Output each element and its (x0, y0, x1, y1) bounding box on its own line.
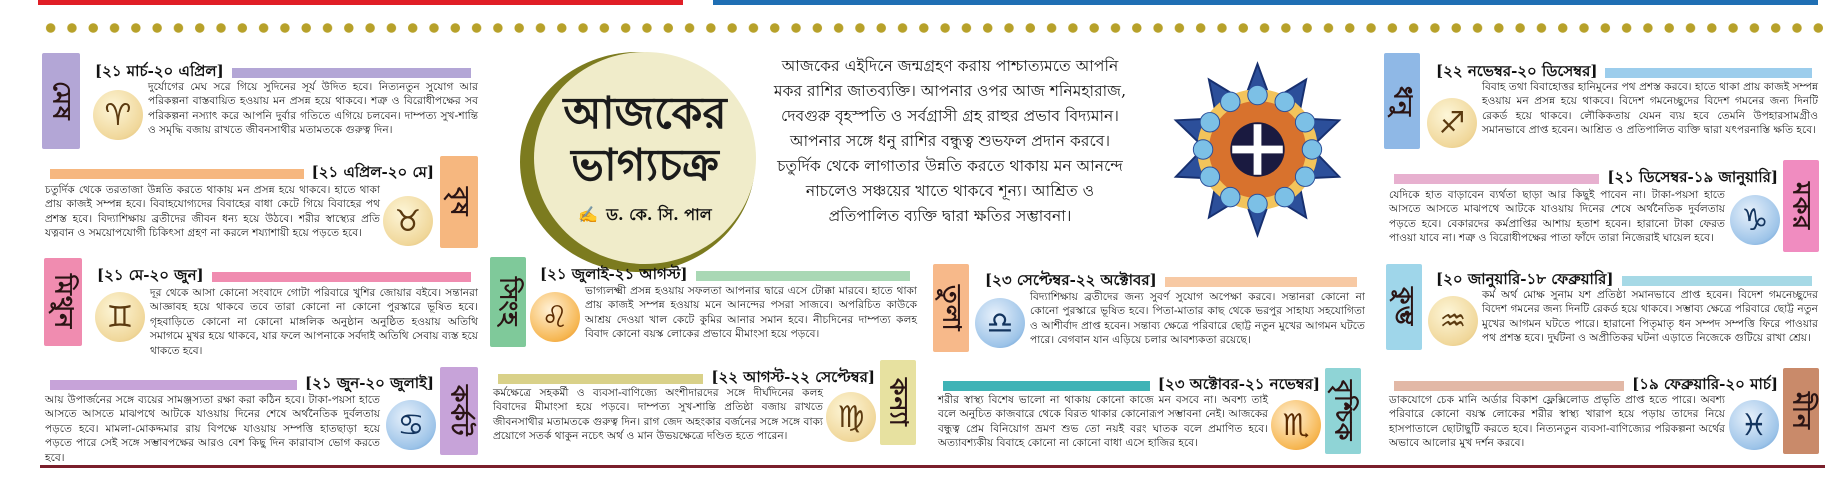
header-bar (943, 381, 1150, 391)
taurus-icon: ♉ (383, 196, 433, 246)
header-bar (50, 380, 297, 390)
header-bar (498, 374, 703, 384)
date-range: [২২ নভেম্বর-২০ ডিসেম্বর] (1436, 62, 1598, 80)
author-byline (578, 202, 711, 229)
sign-name-tab: বৃশ্চিক (1325, 368, 1361, 454)
header-bar (1622, 276, 1812, 286)
header-bar (1605, 68, 1812, 78)
sign-name-tab: বৃষ (440, 156, 478, 248)
date-range: [২৩ সেপ্টেম্বর-২২ অক্টোবর] (985, 271, 1157, 289)
horoscope-text: বিদ্যাশিক্ষায় ব্রতীদের জন্য সুবর্ণ সুযোগ অপেক্ষা করবে। সন্তানরা কোনো না কোনো পুরস্কারে ভূষিত হবে। পিতা-মাতার কাছ থেকে ভরপুর সাহায্য সহযোগিতা ও আশীর্বাদ প্রাপ্ত হবেন। সন্তাব্য ক্ষেত্রে পরিবারে ছোট্ট নতুন মুখের আগমন ঘটতে পারে। বেগবান যান এড়িয়ে চলার আবশ্যকতা রয়েছে। (1030, 291, 1365, 347)
cancer-icon: ♋ (386, 400, 436, 450)
date-range: [২০ জানুয়ারি-১৮ ফেব্রুয়ারি] (1436, 270, 1614, 288)
horoscope-text: দুর্যোগের মেঘ সরে গিয়ে সুদিনের সূর্য উদিত হবে। নিত্যনতুন সুযোগ আর পরিকল্পনা বাস্তবায়িত হওয়ায় মন প্রসন্ন হয়ে থাকবে। শত্রু ও বিরোধীপক্ষের সব পরিকল্পনা নস্যাৎ করে আপনি দুর্বার গতিতে এগিয়ে চলবেন। দাম্পত্য সুখ-শান্তি ও সমৃদ্ধি বজায় রাখতে জীবনসাথীর মতামতকে গুরুত্ব দিন। (148, 81, 478, 137)
horoscope-text: চতুর্দিক থেকে তরতাজা উন্নতি করতে থাকায় মন প্রসন্ন হয়ে থাকবে। হাতে থাকা প্রায় কাজই সম্পন্ন হবে। বিবাহযোগ্যদের বিবাহের বাধা কেটে গিয়ে বিবাহের পথ প্রশস্ত হবে। বিদ্যাশিক্ষায় ব্রতীদের জীবন ধন্য হয়ে উঠবে। শরীর স্বাস্থ্যের প্রতি যত্নবান ও সময়োপযোগী চিকিৎসা গ্রহণ না করলে শয্যাশায়ী হয়ে পড়তে হবে। (45, 184, 380, 240)
page-title-line2: ভাগ্যচক্র (571, 139, 719, 191)
scorpio-icon: ♏ (1271, 400, 1321, 450)
horoscope-text: যেদিকে হাত বাড়াবেন ব্যর্থতা ছাড়া আর কিছুই পাবেন না। টাকা-পয়সা হাতে আসতে আসতে মাঝপথে আটকে যাওয়ায় দিনের শেষে অর্থনৈতিক দুর্বলতায় পড়তে হবে। বেকারদের কর্মপ্রাপ্তির আশায় হতাশ হবেন। হারানো টাকা ফেরত পাওয়া যাবে না। শত্রু ও বিরোধীপক্ষের পাতা ফাঁদে তারা নিজেরাই ঘায়েল হবে। (1389, 189, 1725, 245)
horoscope-text: বিবাহ তথা বিবাহোত্তর হানিমুনের পথ প্রশস্ত করবে। হাতে থাকা প্রায় কাজই সম্পন্ন হওয়ায় মন প্রসন্ন হয়ে থাকবে। বিদেশ গমনেচ্ছুদের বিদেশ গমনের জন্য দিনটি রেকর্ড হয়ে থাকবে। লৌকিকতায় যেমন ব্যয় হবে তেমনি উপহারসামগ্রীও সমানভাবে প্রাপ্ত হবেন। আশ্রিত ও প্রতিপালিত ব্যক্তি দ্বারা যৎপরনাস্তি ক্ষতি হবে। (1482, 81, 1818, 137)
dotted-border (40, 22, 1825, 34)
date-range: [২১ জুলাই-২১ আগস্ট] (540, 265, 688, 283)
capricorn-icon: ♑ (1730, 195, 1780, 245)
horoscope-text: দূর থেকে আসা কোনো সংবাদে গোটা পরিবারে খুশির জোয়ার বইবে। সন্তানরা আজ্ঞাবহ হয়ে থাকবে তবে তারা কোনো না কোনো পুরস্কারে ভূষিত হবে। গৃহবাড়িতে কোনো না কোনো মাঙ্গলিক অনুষ্ঠান অনুষ্ঠিত হওয়ায় অতিথি সমাগমে মুখর হয়ে থাকবে, যার ফলে আপনাকে সর্বদাই অতিথি সেবায় ব্যস্ত হয়ে থাকতে হবে। (150, 287, 478, 357)
sign-name-tab: কন্যা (880, 360, 916, 445)
horoscope-text: শরীর স্বাস্থ্য বিশেষ ভালো না থাকায় কোনো কাজে মন বসবে না। অবশ্য তাই বলে অনুচিত কাজবারে থেকে বিরত থাকার কোনোরূপ সম্ভাবনা নেই। আজকের বন্ধুত্ব প্রেম বিনিয়োগ ভ্রমণ শুভ তো নয়ই বরং ঘাতক বলে প্রমাণিত হবে। অত্যাবশ্যকীয় বিবাহে কোনো না কোনো বাধা এসে হাজির হবে। (938, 394, 1268, 450)
sign-name-tab: কুম্ভ (1386, 264, 1422, 350)
sagittarius-icon: ♐ (1427, 98, 1477, 148)
sign-name-tab: মেষ (42, 53, 80, 149)
date-range: [২১ জুন-২০ জুলাই] (305, 374, 434, 392)
aquarius-icon: ♒ (1428, 296, 1478, 346)
date-range: [১৯ ফেব্রুয়ারি-২০ মার্চ] (1632, 375, 1778, 393)
gemini-icon: ♊ (95, 292, 145, 342)
pen-icon: ✍ (578, 204, 599, 224)
header-bar (1394, 381, 1624, 391)
date-range: [২১ এপ্রিল-২০ মে] (311, 163, 434, 181)
header-bar (696, 271, 910, 281)
libra-icon: ♎ (975, 298, 1025, 348)
sign-name-tab: সিংহ (490, 257, 526, 347)
sign-name-tab: মকর (1783, 160, 1819, 252)
header-bar (50, 169, 304, 179)
horoscope-text: কর্মক্ষেত্রে সহকর্মী ও ব্যবসা-বাণিজ্যে অংশীদারদের সঙ্গে দীর্ঘদিনের কলহ বিবাদের মীমাংসা হয়ে পড়বে। দাম্পত্য সুখ-শান্তি প্রতিষ্ঠা বজায় রাখতে জীবনসাথীর মতামতকে গুরুত্ব দিন। রাগ জেদ অহংকার বর্জনের সঙ্গে সঙ্গে বাক্য প্রয়োগে সতর্ক থাকুন নচেৎ অর্থ ও মান উভয়ক্ষেত্রে দণ্ডিত হতে পারেন। (493, 387, 823, 443)
leo-icon: ♌ (530, 292, 580, 342)
header-bar (212, 272, 471, 282)
virgo-icon: ♍ (826, 392, 876, 442)
date-range: [২৩ অক্টোবর-২১ নভেম্বর] (1157, 375, 1320, 393)
horoscope-text: কর্ম অর্থ মোক্ষ সুনাম যশ প্রতিষ্ঠা সমানভাবে প্রাপ্ত হবেন। বিদেশ গমনেচ্ছুদের বিদেশ গমনের জন্য দিনটি রেকর্ড হয়ে থাকবে। সম্ভাব্য ক্ষেত্রে পরিবারে ছোট্ট নতুন মুখের আগমন ঘটতে পারে। হারানো পিতৃমাতৃ ধন সম্পদ সম্পত্তি ফিরে পাওয়ার পথ প্রশস্ত হবে। দুর্ঘটনা ও অপ্রীতিকর ঘটনা এড়াতে নিজেকে গুটিয়ে রাখা শ্রেয়। (1482, 289, 1818, 345)
horoscope-text: ডাকযোগে চেক মানি অর্ডার বিকাশ ফ্লেক্সিলোড প্রভৃতি প্রাপ্ত হতে পারে। অবশ্য পরিবারে কোনো বয়স্ক লোকের শরীর স্বাস্থ্য খারাপ হয়ে পড়ায় তাদের নিয়ে হাসপাতালে ছোটাছুটি করতে হবে। নিত্যনতুন ব্যবসা-বাণিজ্যের পরিকল্পনা অর্থের অভাবে আলোর মুখ দর্শন করবে। (1389, 394, 1725, 450)
pisces-icon: ♓ (1729, 400, 1779, 450)
horoscope-text: ভাগ্যলক্ষ্মী প্রসন্ন হওয়ায় সফলতা আপনার দ্বারে এসে টোক্কা মারবে। হাতে থাকা প্রায় কাজই সম্পন্ন হওয়ায় মনে আনন্দের পসরা সাজবে। অপরিচিত কাউকে আশ্রয় দেওয়া খাল কেটে কুমির আনার সমান হবে। নীচদিনের দাম্পত্য কলহ বিবাদ কোনো বয়স্ক লোকের প্রভাবে মীমাংসা হয়ে পড়বে। (585, 285, 917, 341)
intro-paragraph: আজকের এইদিনে জন্মগ্রহণ করায় পাশ্চাত্যমতে আপনি মকর রাশির জাতব্যক্তি। আপনার ওপর আজ শনিমহারাজ, দেবগুরু বৃহস্পতি ও সর্বগ্রাসী গ্রহ রাহুর প্রভাব বিদ্যমান। আপনার সঙ্গে ধনু রাশির বন্ধুত্ব শুভফল প্রদান করবে। চতুর্দিক থেকে লাগাতার উন্নতি করতে থাকায় মন আনন্দে নাচলেও সঞ্চয়ের খাতে থাকবে শূন্য। আশ্রিত ও প্রতিপালিত ব্যক্তি দ্বারা ক্ষতির সম্ভাবনা। (773, 57, 1127, 225)
top-bar-red (38, 0, 683, 5)
sign-name-tab: কর্কট (440, 367, 478, 455)
sign-name-tab: ধনু (1384, 53, 1420, 149)
date-range: [২২ আগস্ট-২২ সেপ্টেম্বর] (711, 368, 875, 386)
aries-icon: ♈ (93, 90, 143, 140)
header-bar (1394, 174, 1599, 184)
sign-name-tab: মিথুন (44, 258, 82, 346)
date-range: [২১ ডিসেম্বর-১৯ জানুয়ারি] (1607, 168, 1778, 186)
sign-name-tab: মীন (1783, 368, 1819, 454)
header-bar (1165, 277, 1357, 287)
horoscope-text: আয় উপার্জনের সঙ্গে ব্যয়ের সামঞ্জস্যতা রক্ষা করা কঠিন হবে। টাকা-পয়সা হাতে আসতে আসতে মাঝপথে আটকে যাওয়ায় দিনের শেষে অর্থনৈতিক দুর্বলতায় পড়তে হবে। মামলা-মোকদ্দমার রায় বিপক্ষে যাওয়ায় সম্পত্তি হাতছাড়া হয়ে পড়তে পারে সেই সঙ্গে সম্ভাবপক্ষের আরও বেশ কিছু দিন কারাবাস ভোগ করতে হবে। (45, 394, 380, 464)
top-bar-blue (713, 0, 1818, 5)
header-bar (232, 68, 471, 78)
zodiac-wheel-image (1170, 62, 1345, 237)
date-range: [২১ মে-২০ জুন] (97, 266, 204, 284)
author-name: ড. কে. সি. পাল (606, 204, 712, 224)
date-range: [২১ মার্চ-২০ এপ্রিল] (95, 62, 224, 80)
title-circle (534, 52, 756, 264)
page-title-line1: আজকের (563, 87, 727, 139)
bottom-rule (40, 465, 1825, 468)
sign-name-tab: তুলা (933, 264, 969, 352)
